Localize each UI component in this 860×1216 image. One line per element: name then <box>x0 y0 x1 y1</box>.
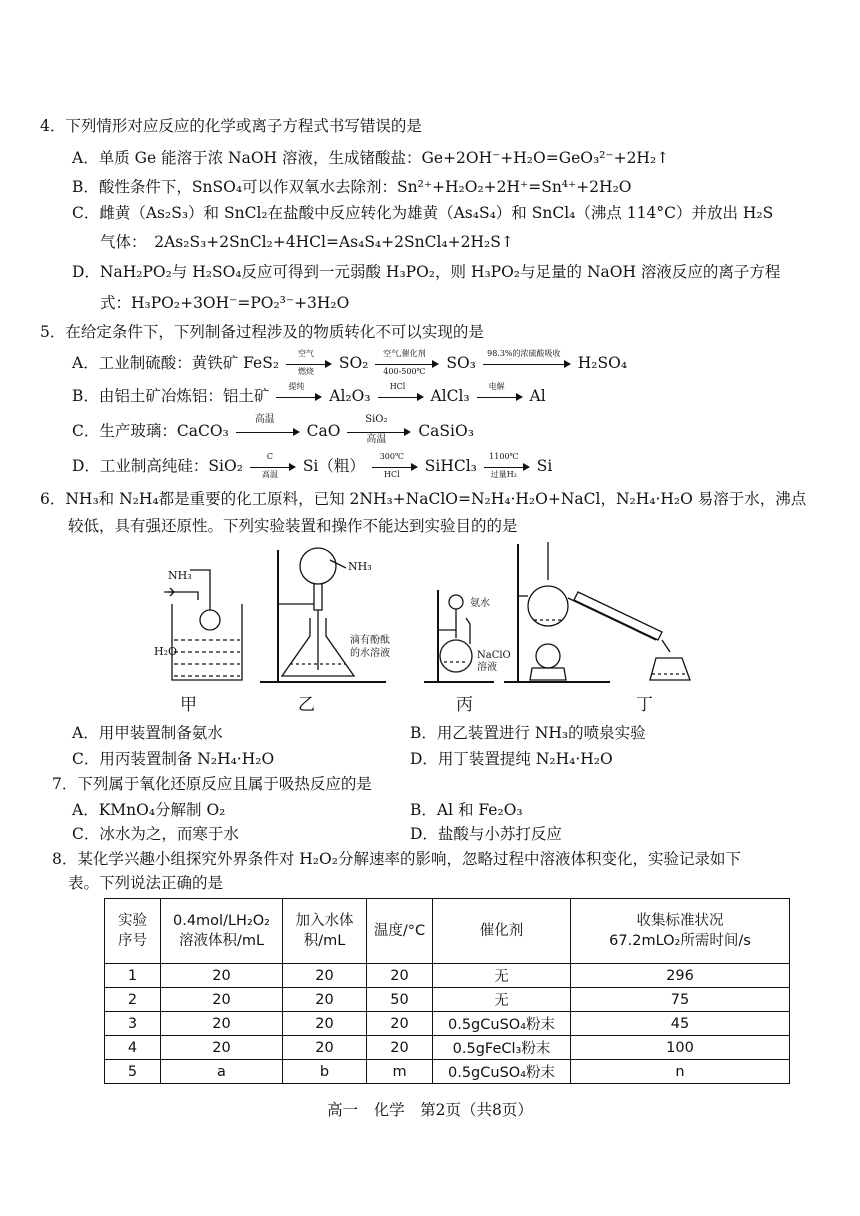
table-cell: 20 <box>367 1012 433 1036</box>
ammonia-label: 氨水 <box>470 598 490 609</box>
table-cell: 20 <box>161 1012 283 1036</box>
q5-c-mid1: CaO <box>306 422 341 440</box>
table-row <box>105 1036 790 1060</box>
reaction-arrow: SiO₂ 高温 <box>347 425 411 439</box>
table-cell: 20 <box>161 988 283 1012</box>
q7-stem: 7．下列属于氧化还原反应且属于吸热反应的是 <box>52 775 372 793</box>
q6-stem-line2: 较低，具有强还原性。下列实验装置和操作不能达到实验目的的是 <box>68 517 518 535</box>
q5-stem: 5．在给定条件下，下列制备过程涉及的物质转化不可以实现的是 <box>40 323 484 341</box>
header-cell: 加入水体 积/mL <box>283 899 367 964</box>
table-cell: 20 <box>367 964 433 988</box>
reaction-arrow: 提纯 <box>276 390 322 404</box>
q4-option-a: A．单质 Ge 能溶于浓 NaOH 溶液，生成锗酸盐：Ge+2OH⁻+H₂O=GeO₃²⁻+2H₂↑ <box>72 149 670 167</box>
q4-option-c-line1: C．雌黄（As₂S₃）和 SnCl₂在盐酸中反应转化为雄黄（As₄S₄）和 SnCl₄（沸点 114°C）并放出 H₂S <box>72 204 774 222</box>
table-cell: 2 <box>105 988 161 1012</box>
table-cell: 4 <box>105 1036 161 1060</box>
q7-option-c: C．冰水为之，而寒于水 <box>72 825 239 843</box>
q5-option-a <box>72 349 628 376</box>
q5-c-end: CaSiO₃ <box>418 422 474 440</box>
q5-b-prefix: B．由铝土矿冶炼铝：铝土矿 <box>72 387 270 405</box>
nh3-label-a: NH₃ <box>168 569 192 582</box>
table-row <box>105 988 790 1012</box>
table-cell: 20 <box>283 1012 367 1036</box>
q8-stem-line1: 8．某化学兴趣小组探究外界条件对 H₂O₂分解速率的影响，忽略过程中溶液体积变化，实验记录如下 <box>52 850 741 868</box>
page-footer: 高一 化学 第2页（共8页） <box>327 1101 533 1119</box>
label-jia: 甲 <box>180 695 197 715</box>
table-cell: n <box>571 1060 790 1084</box>
reaction-arrow: C 高温 <box>250 460 296 474</box>
q5-a-prefix: A．工业制硫酸：黄铁矿 FeS₂ <box>72 354 280 372</box>
q7-option-a: A．KMnO₄分解制 O₂ <box>72 801 226 819</box>
reaction-arrow: 电解 <box>477 390 523 404</box>
table-cell: 20 <box>283 988 367 1012</box>
q5-option-c <box>72 414 474 445</box>
table-row <box>105 964 790 988</box>
table-cell: 1 <box>105 964 161 988</box>
q8-stem-line2: 表。下列说法正确的是 <box>68 874 224 892</box>
table-cell: 20 <box>161 1036 283 1060</box>
table-cell: 无 <box>433 988 571 1012</box>
experiment-table <box>104 898 790 1084</box>
table-cell: m <box>367 1060 433 1084</box>
table-cell: 20 <box>367 1036 433 1060</box>
table-cell: 296 <box>571 964 790 988</box>
table-cell: b <box>283 1060 367 1084</box>
table-cell: 20 <box>161 964 283 988</box>
q5-d-mid2: SiHCl₃ <box>424 457 477 475</box>
h2o-label: H₂O <box>154 645 178 658</box>
q5-d-prefix: D．工业制高纯硅：SiO₂ <box>72 457 243 475</box>
table-cell: 0.5gCuSO₄粉末 <box>433 1012 571 1036</box>
q6-option-d: D．用丁装置提纯 N₂H₄·H₂O <box>410 750 613 768</box>
table-header-row <box>105 899 790 964</box>
table-row <box>105 1060 790 1084</box>
naclo-label-2: 溶液 <box>477 662 497 673</box>
reaction-arrow: 1100℃ 过量H₂ <box>484 460 530 474</box>
apparatus-diagram <box>150 540 710 690</box>
table-cell: 3 <box>105 1012 161 1036</box>
q5-b-mid2: AlCl₃ <box>430 387 470 405</box>
table-cell: 100 <box>571 1036 790 1060</box>
q4-stem: 4．下列情形对应反应的化学或离子方程式书写错误的是 <box>40 117 422 135</box>
reaction-arrow: 空气 燃烧 <box>286 357 332 371</box>
label-ding: 丁 <box>636 695 653 715</box>
table-cell: 0.5gCuSO₄粉末 <box>433 1060 571 1084</box>
phenolphthalein-label-1: 滴有酚酞 <box>350 635 390 646</box>
q6-option-a: A．用甲装置制备氨水 <box>72 724 223 742</box>
q6-stem-line1: 6．NH₃和 N₂H₄都是重要的化工原料，已知 2NH₃+NaClO=N₂H₄·H₂O+NaCl，N₂H₄·H₂O 易溶于水，沸点 <box>40 490 807 508</box>
header-cell: 实验 序号 <box>105 899 161 964</box>
naclo-label-1: NaClO <box>477 650 511 661</box>
table-cell: 无 <box>433 964 571 988</box>
q6-option-b: B．用乙装置进行 NH₃的喷泉实验 <box>410 724 646 742</box>
q5-a-mid2: SO₃ <box>446 354 476 372</box>
q4-option-c-line2: 气体： 2As₂S₃+2SnCl₂+4HCl=As₄S₄+2SnCl₄+2H₂S↑ <box>100 233 514 251</box>
phenolphthalein-label-2: 的水溶液 <box>350 648 390 659</box>
q5-option-d <box>72 452 553 479</box>
q5-a-end: H₂SO₄ <box>577 354 628 372</box>
table-cell: 75 <box>571 988 790 1012</box>
q7-option-d: D．盐酸与小苏打反应 <box>410 825 562 843</box>
table-cell: a <box>161 1060 283 1084</box>
apparatus-ding <box>504 542 690 682</box>
q5-d-end: Si <box>536 457 553 475</box>
label-yi: 乙 <box>298 695 315 715</box>
nh3-label-b: NH₃ <box>348 560 372 573</box>
table-cell: 50 <box>367 988 433 1012</box>
table-cell: 20 <box>283 1036 367 1060</box>
label-bing: 丙 <box>456 695 473 715</box>
reaction-arrow: HCl <box>378 390 424 404</box>
q5-c-prefix: C．生产玻璃：CaCO₃ <box>72 422 229 440</box>
table-cell: 0.5gFeCl₃粉末 <box>433 1036 571 1060</box>
q7-option-b: B．Al 和 Fe₂O₃ <box>410 801 523 819</box>
q5-b-end: Al <box>529 387 546 405</box>
q5-a-mid1: SO₂ <box>338 354 369 372</box>
table-cell: 45 <box>571 1012 790 1036</box>
q5-option-b <box>72 382 546 406</box>
q6-option-c: C．用丙装置制备 N₂H₄·H₂O <box>72 750 275 768</box>
q4-option-d-line2: 式：H₃PO₂+3OH⁻=PO₂³⁻+3H₂O <box>100 294 350 312</box>
header-cell: 收集标准状况 67.2mLO₂所需时间/s <box>571 899 790 964</box>
table-row <box>105 1012 790 1036</box>
header-cell: 温度/°C <box>367 899 433 964</box>
table-cell: 20 <box>283 964 367 988</box>
reaction-arrow: 300℃ HCl <box>372 460 418 474</box>
reaction-arrow: 高温 <box>236 425 300 439</box>
table-cell: 5 <box>105 1060 161 1084</box>
q4-option-b: B．酸性条件下，SnSO₄可以作双氧水去除剂：Sn²⁺+H₂O₂+2H⁺=Sn⁴⁺+2H₂O <box>72 178 632 196</box>
reaction-arrow: 空气,催化剂 400-500℃ <box>375 357 439 371</box>
header-cell: 催化剂 <box>433 899 571 964</box>
q4-option-d-line1: D．NaH₂PO₂与 H₂SO₄反应可得到一元弱酸 H₃PO₂，则 H₃PO₂与足量的 NaOH 溶液反应的离子方程 <box>72 263 781 281</box>
header-cell: 0.4mol/LH₂O₂ 溶液体积/mL <box>161 899 283 964</box>
q5-d-mid1: Si（粗） <box>302 457 365 475</box>
q5-b-mid1: Al₂O₃ <box>329 387 371 405</box>
apparatus-jia <box>164 570 242 680</box>
reaction-arrow: 98.3%的浓硫酸吸收 <box>483 357 571 371</box>
